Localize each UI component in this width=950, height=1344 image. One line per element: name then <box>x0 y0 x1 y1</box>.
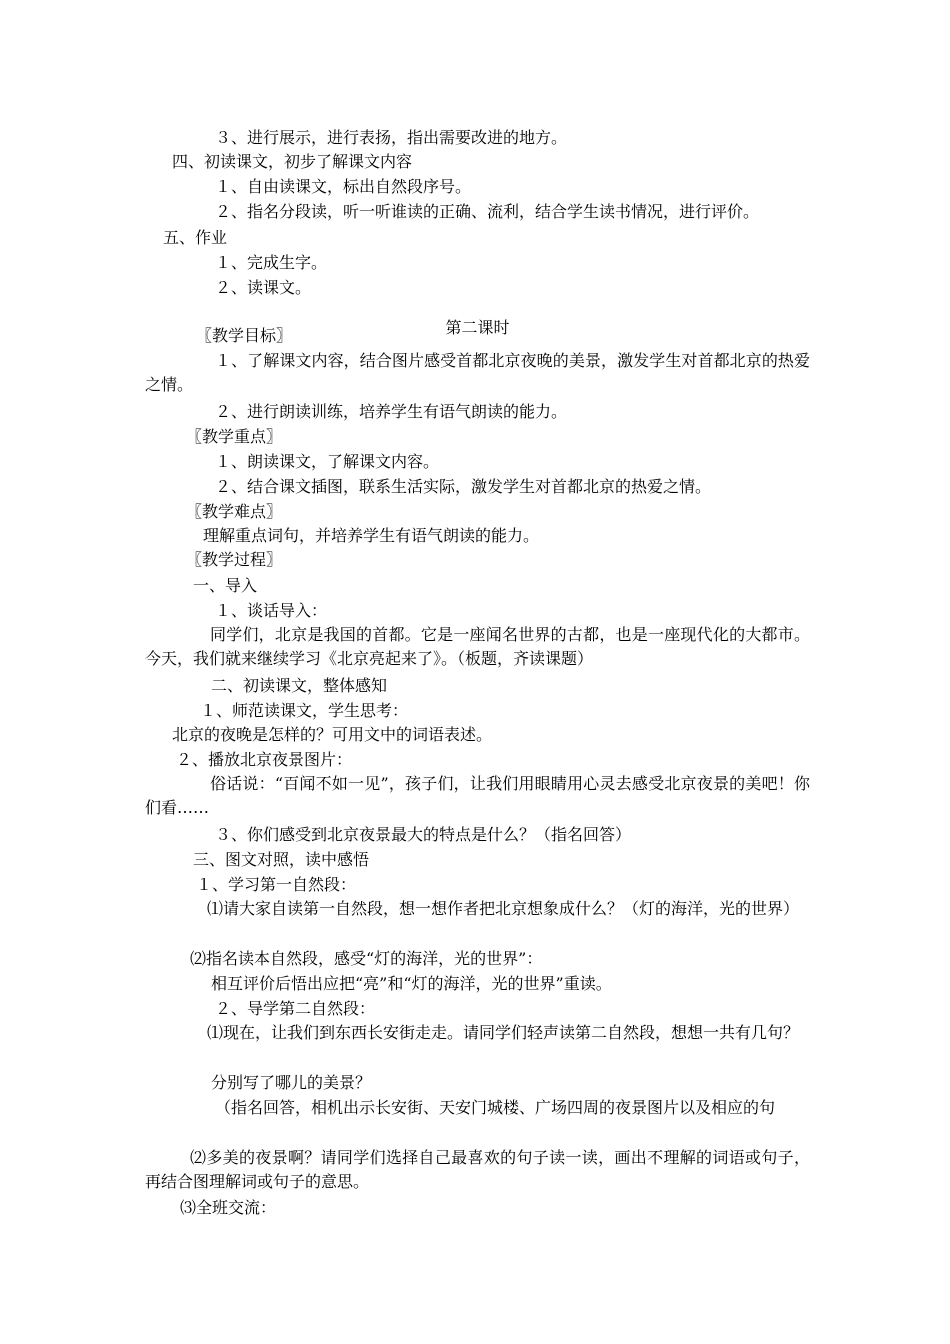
text-line: 相互评价后悟出应把“亮”和“灯的海洋，光的世界”重读。 <box>211 974 612 993</box>
section-heading: 一、导入 <box>193 576 258 595</box>
text-line: ３、你们感受到北京夜景最大的特点是什么？（指名回答） <box>215 825 632 844</box>
section-heading: 四、初读课文，初步了解课文内容 <box>172 152 413 171</box>
text-line: １、谈话导入： <box>215 601 328 620</box>
text-line: ⑵指名读本自然段，感受“灯的海洋，光的世界”： <box>190 949 543 968</box>
text-line: ２、导学第二自然段： <box>215 999 376 1018</box>
text-paragraph: 同学们，北京是我国的首都。它是一座闻名世界的古都，也是一座现代化的大都市。今天，我们就来继续学习《北京亮起来了》。（板题，齐读课题） <box>145 625 810 668</box>
text-line: 北京的夜晚是怎样的？可用文中的词语表述。 <box>172 725 493 744</box>
text-line: ⑶全班交流： <box>180 1198 277 1217</box>
text-line: ２、读课文。 <box>215 278 312 297</box>
text-line: 理解重点词句，并培养学生有语气朗读的能力。 <box>203 526 540 545</box>
section-heading: 二、初读课文，整体感知 <box>211 676 388 695</box>
text-paragraph: ⑵多美的夜景啊？请同学们选择自己最喜欢的句子读一读，画出不理解的词语或句子，再结合图理解词或句子的意思。 <box>145 1148 810 1191</box>
text-line: ２、播放北京夜景图片： <box>176 750 353 769</box>
text-line: ２、结合课文插图，联系生活实际，激发学生对首都北京的热爱之情。 <box>215 477 712 496</box>
text-line: １、朗读课文，了解课文内容。 <box>215 452 440 471</box>
text-line: １、师范读课文，学生思考： <box>200 701 409 720</box>
text-paragraph: ⑴现在，让我们到东西长安街走走。请同学们轻声读第二自然段，想想一共有几句？ <box>207 1023 800 1042</box>
text-paragraph: １、了解课文内容，结合图片感受首都北京夜晚的美景，激发学生对首都北京的热爱之情。 <box>145 351 810 394</box>
section-heading: 三、图文对照，读中感悟 <box>193 850 370 869</box>
section-heading: 〖教学难点〗 <box>186 502 283 521</box>
text-paragraph: 俗话说：“百闻不如一见”，孩子们，让我们用眼睛用心灵去感受北京夜景的美吧！你们看…… <box>145 774 810 817</box>
lesson-title: 第二课时 <box>445 318 510 337</box>
text-line: 分别写了哪儿的美景？ <box>211 1073 372 1092</box>
text-line: １、学习第一自然段： <box>196 875 357 894</box>
text-line: ２、指名分段读，听一听谁读的正确、流利，结合学生读书情况，进行评价。 <box>215 202 760 221</box>
section-heading: 〖教学重点〗 <box>186 427 283 446</box>
text-line: １、自由读课文，标出自然段序号。 <box>215 177 472 196</box>
text-line: ３、进行展示，进行表扬，指出需要改进的地方。 <box>215 128 568 147</box>
section-heading: 〖教学目标〗 <box>196 326 293 345</box>
text-line: １、完成生字。 <box>215 253 328 272</box>
section-heading: 〖教学过程〗 <box>186 550 283 569</box>
text-paragraph: （指名回答，相机出示长安街、天安门城楼、广场四周的夜景图片以及相应的句 <box>215 1098 776 1117</box>
text-paragraph: ⑴请大家自读第一自然段，想一想作者把北京想象成什么？（灯的海洋，光的世界） <box>207 899 800 918</box>
section-heading: 五、作业 <box>163 228 228 247</box>
text-line: ２、进行朗读训练，培养学生有语气朗读的能力。 <box>215 402 568 421</box>
